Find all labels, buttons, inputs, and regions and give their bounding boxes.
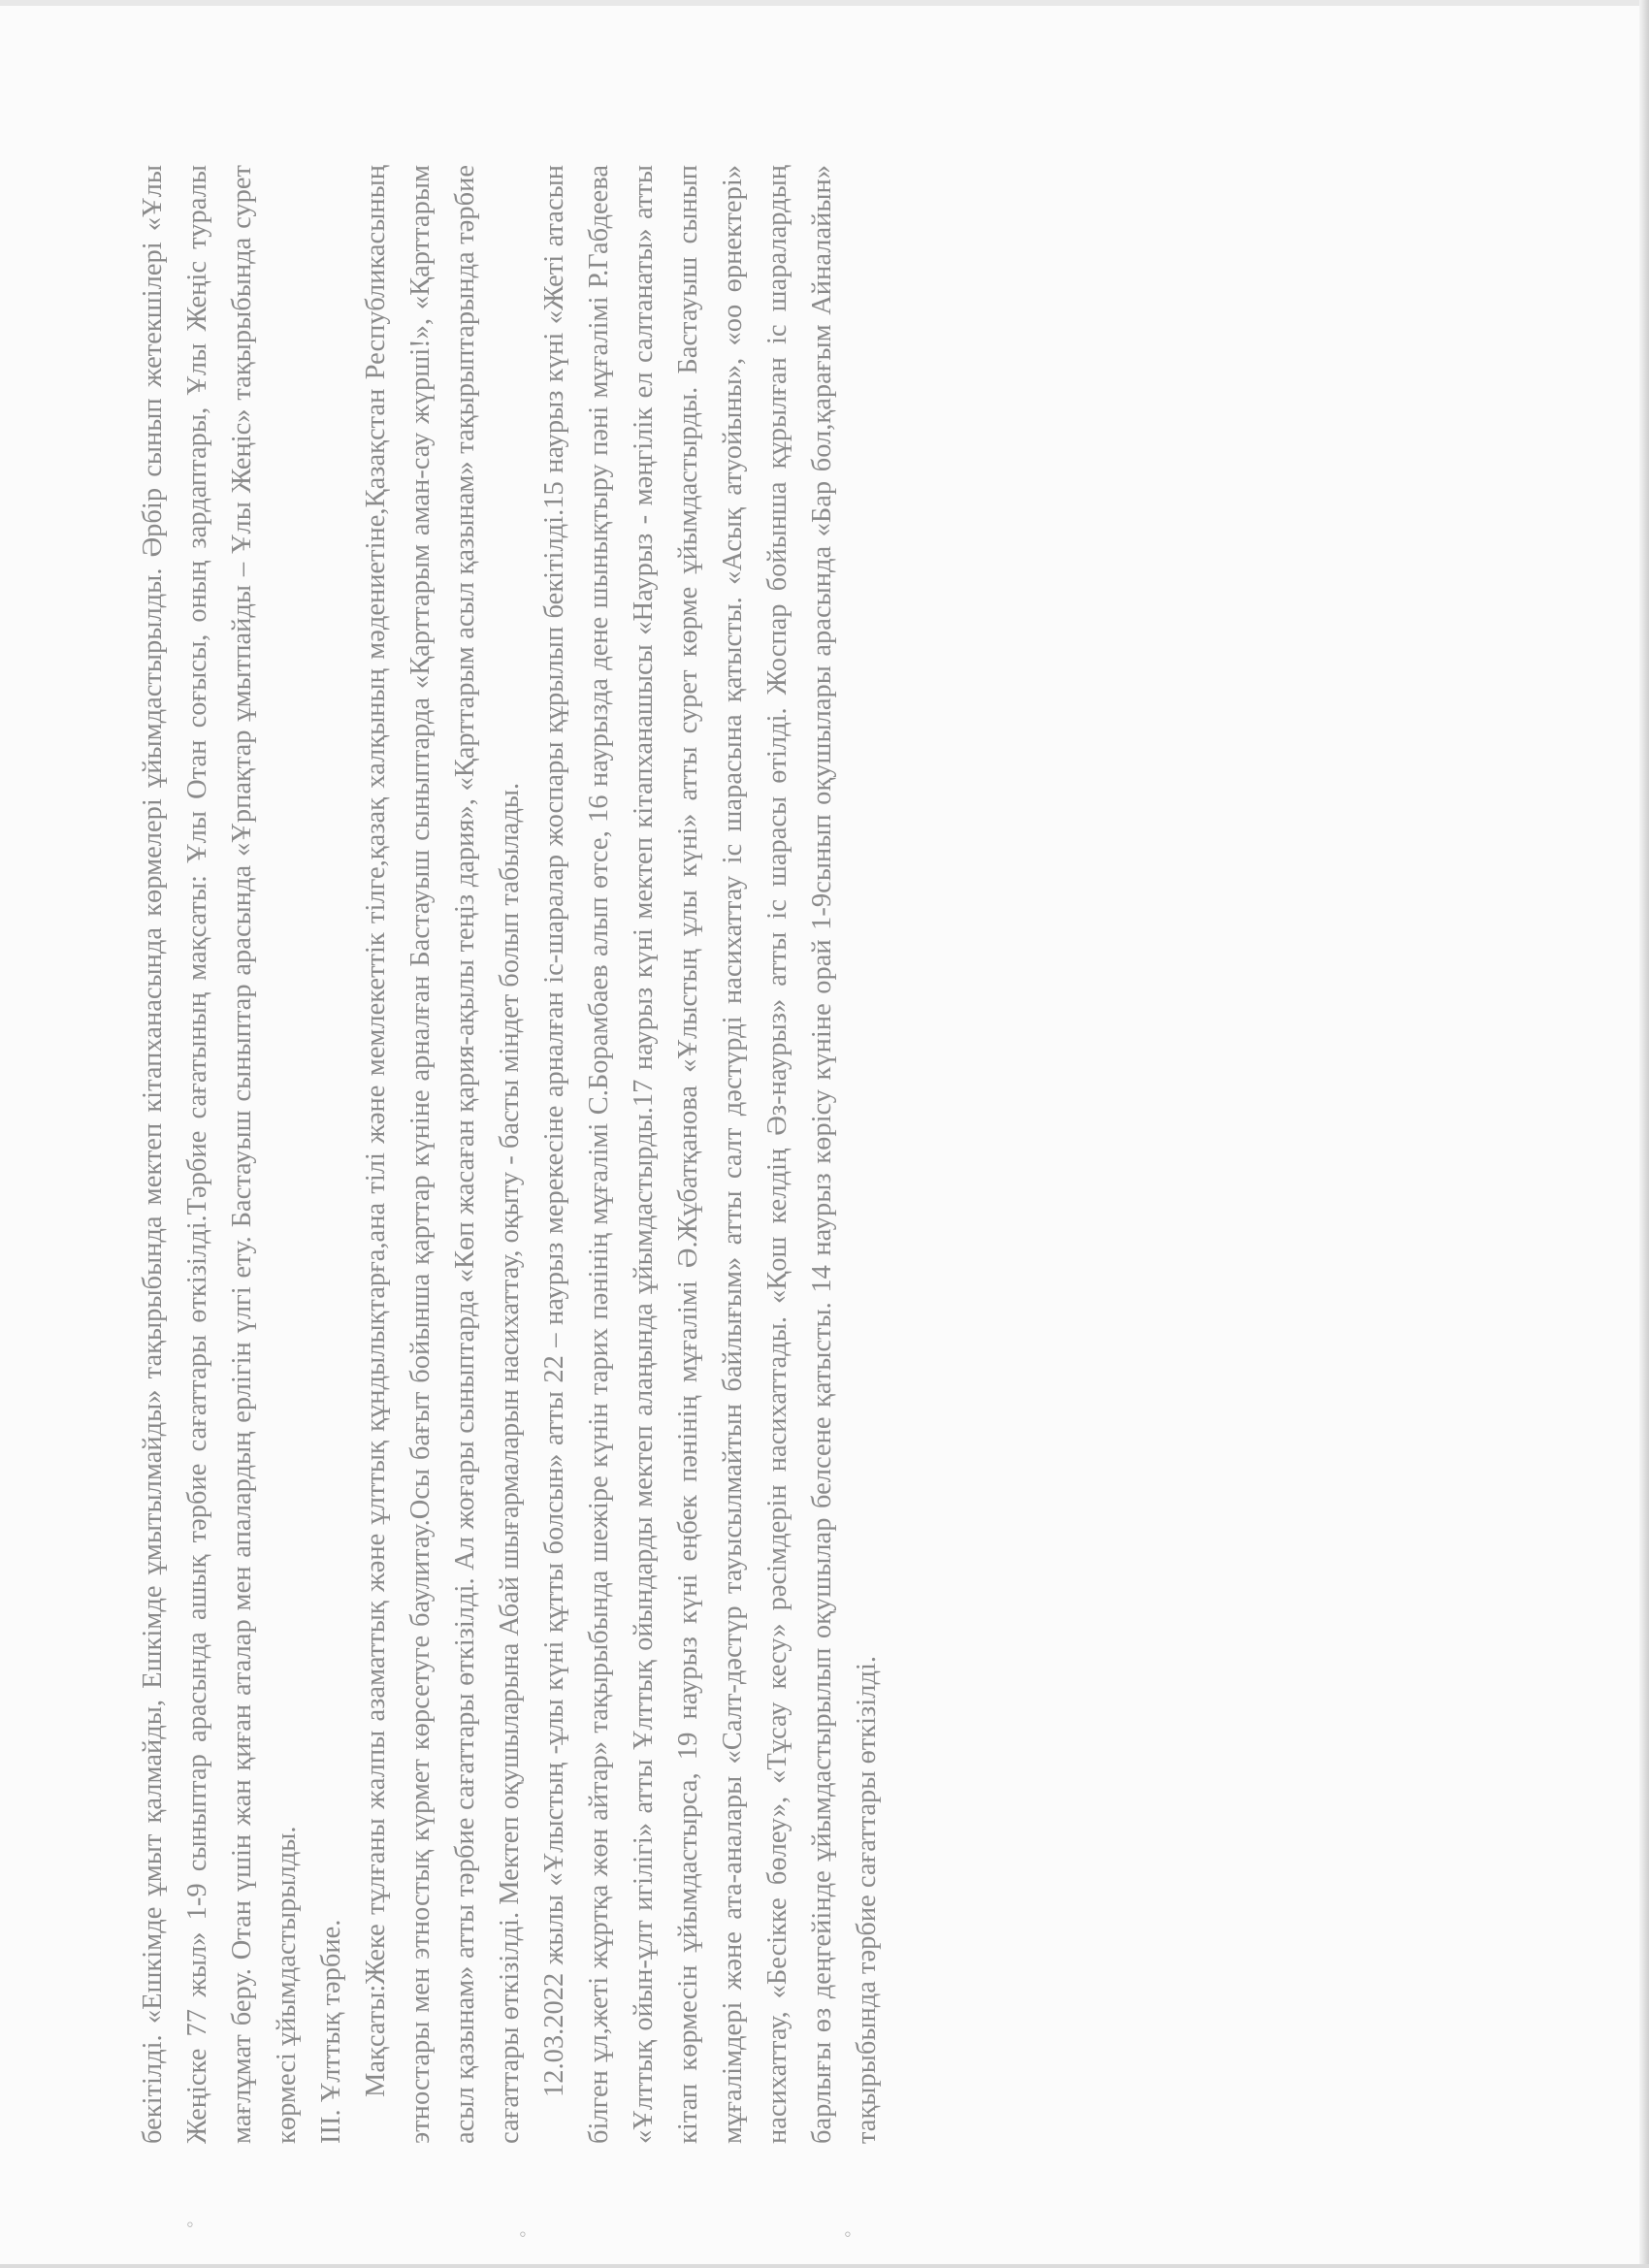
page-right-edge	[1639, 0, 1649, 2268]
binder-hole-mark: ◦	[519, 2221, 527, 2246]
paragraph-nauryz: 12.03.2022 жылы «Ұлыстың -ұлы күні құтты болсын» атты 22 – наурыз мерекесіне арналған іс-шаралар жоспары құрылып бекітілді.15 наурыз күні «Жеті атасын білген ұл,жеті жұртқа жөн айтар» тақырыбында шежіре күнін тарих пәнінің мұғалімі С.Борамбаев алып өтсе, 16 наурызда дене шынықтыру пәні мұғалімі Р.Габдеева «Ұлттық ойын-ұлт игілігі» атты Ұлттық ойындарды мектеп алаңында ұйымдастырды.17 наурыз күні мектеп кітапханашысы «Наурыз - мәңгілік ел салтанаты» атты кітап көрмесін ұйымдастырса, 19 наурыз күні еңбек пәнінің мұғалімі Ә.Жұбатқанова «Ұлыстың ұлы күні» атты сурет көрме ұйымдастырды. Бастауыш сынып мұғалімдері және ата-аналары «Салт-дәстүр тауысылмайтын байлығым» атты салт дәстүрді насихаттау іс шарасына қатысты. «Асық атуойыны», «оо өрнектері» насихаттау, «Бесікке бөлеу», «Тұсау кесу» рәсімдерін насихаттады. «Қош келдің Әз-наурыз» атты іс шарасы өтілді. Жоспар бойынша құрылған іс шаралардың барлығы өз деңгейінде ұйымдастырылып оқушылар белсене қатысты. 14 наурыз көрісу күніне орай 1-9сынып оқушылары арасында «Бар бол,қарағым Айналайын» тақырыбында тәрбие сағаттары өткізілді.	[539, 165, 882, 2144]
paragraph-intro: бекітілді. «Ешкімде ұмыт қалмайды, Ешкімде ұмытылмайды» тақырыбында мектеп кітапханасында көрмелері ұйымдастырылды. Әрбір сынып жетекшілері «Ұлы Жеңіске 77 жыл» 1-9 сыныптар арасында ашық тәрбие сағаттары өткізілді.Тәрбие сағатының мақсаты: Ұлы Отан соғысы, оның зардаптары, Ұлы Жеңіс туралы мағлұмат беру. Отан үшін жан қиған аталар мен апалардың ерлігін үлгі ету. Бастауыш сыныптар арасында «Ұрпақтар ұмытпайды – Ұлы Жеңіс» тақырыбында сурет көрмесі ұйымдастырылды.	[138, 165, 302, 2144]
page-top-edge	[0, 0, 1649, 6]
rotated-document-body	[131, 165, 1392, 2144]
page-bottom-edge	[0, 2264, 1649, 2268]
binder-hole-mark: ◦	[844, 2221, 852, 2246]
paragraph-purpose: Мақсаты:Жеке тұлғаны жалпы азаматтық және ұлттық құндылықтарға,ана тілі және мемлекеттік тілге,қазақ халқының мәдениетіне,Қазақстан Республикасының этностары мен этностық күрмет көрсетуге баулитау.Осы бағыт бойынша қарттар күніне арналған Бастауыш сыныптарда «Қарттарым аман-сау жүрші!», «Қарттарым асыл қазынам» атты тәрбие сағаттары өткізілді. Ал жоғары сыныптарда «Көп жасаған қария-ақылы теңіз дария», «Қарттарым асыл қазынам» тақырыптарында тәрбие сағаттары өткізілді. Мектеп оқушыларына Абай шығармаларын насихаттау, оқыту - басты міндет болып табылады.	[361, 165, 525, 2144]
binder-hole-mark: ◦	[186, 2212, 194, 2236]
document-content	[131, 165, 1392, 2144]
section-heading: ІІІ. Ұлттық тәрбие.	[316, 1919, 346, 2144]
